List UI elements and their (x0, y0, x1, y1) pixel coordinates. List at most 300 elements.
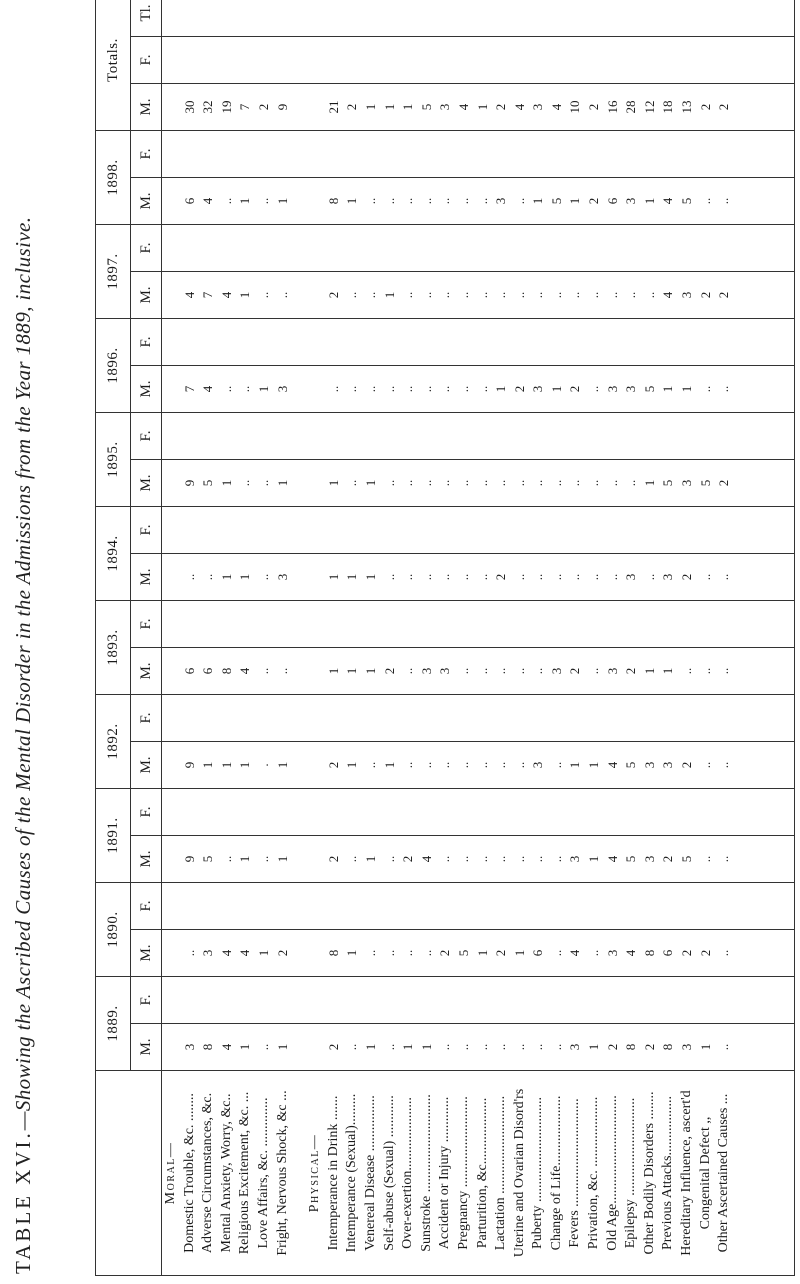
table-cell (218, 601, 237, 647)
table-cell: 6 (530, 949, 546, 957)
year-m-column (162, 836, 795, 883)
table-cell (255, 37, 274, 83)
cause-label: Fright, Nervous Shock, &c ... (274, 1090, 290, 1256)
year-header-1895: 1895. (96, 413, 131, 507)
table-cell: .. (604, 573, 620, 581)
table-cell (274, 319, 293, 365)
table-cell (218, 507, 237, 553)
table-cell (418, 319, 437, 365)
table-cell: 2 (381, 667, 397, 675)
table-cell: 1 (362, 855, 378, 863)
table-cell: .. (237, 385, 253, 393)
table-cell (492, 413, 511, 459)
table-cell: 28 (623, 100, 639, 114)
cause-label: Domestic Trouble, &c. ........ (181, 1093, 197, 1253)
table-cell (474, 789, 493, 835)
table-cell (325, 883, 344, 929)
table-cell (604, 131, 623, 177)
table-cell (529, 413, 548, 459)
table-cell: .. (511, 479, 527, 487)
table-cell: 4 (237, 949, 253, 957)
table-cell: .. (586, 479, 602, 487)
table-cell: 1 (474, 103, 490, 111)
table-cell (529, 601, 548, 647)
table-cell: 1 (381, 291, 397, 299)
sub-header-f: F. (131, 789, 162, 836)
table-cell: .. (437, 1043, 453, 1051)
year-f-column (162, 507, 795, 554)
table-cell (566, 883, 585, 929)
table-cell (255, 601, 274, 647)
table-cell: 6 (660, 949, 676, 957)
table-cell (548, 413, 567, 459)
table-cell (511, 507, 530, 553)
table-cell: 2 (604, 1043, 620, 1051)
table-cell (641, 0, 660, 36)
table-cell: .. (255, 1043, 271, 1051)
table-cell (492, 695, 511, 741)
table-cell: .. (381, 949, 397, 957)
table-cell: 3 (530, 761, 546, 769)
table-cell: 1 (548, 385, 564, 393)
table-cell (715, 695, 734, 741)
table-cell: 3 (567, 855, 583, 863)
table-cell (274, 977, 293, 1023)
table-cell (325, 131, 344, 177)
table-cell: .. (455, 573, 471, 581)
table-cell (604, 37, 623, 83)
year-header-1892: 1892. (96, 695, 131, 789)
table-cell: 5 (548, 197, 564, 205)
table-cell: .. (586, 385, 602, 393)
table-cell (566, 695, 585, 741)
table-cell (418, 695, 437, 741)
table-cell: 3 (274, 385, 290, 393)
table-cell (255, 319, 274, 365)
table-cell: 4 (218, 949, 234, 957)
sub-header-f: F. (131, 601, 162, 648)
table-cell: 4 (237, 667, 253, 675)
table-caption-text: —Showing the Ascribed Causes of the Mental Disorder in the Admissions from the Year 1889, inclusive. (11, 216, 35, 1131)
table-cell: 1 (474, 949, 490, 957)
table-cell: 1 (218, 573, 234, 581)
table-cell (218, 131, 237, 177)
table-cell: .. (344, 291, 360, 299)
table-cell: .. (362, 949, 378, 957)
table-cell (529, 883, 548, 929)
sub-header-m: M. (131, 1024, 162, 1071)
table-cell (548, 695, 567, 741)
table-cell (255, 883, 274, 929)
table-cell: .. (548, 855, 564, 863)
sub-header-m: M. (131, 366, 162, 413)
table-cell: 2 (586, 197, 602, 205)
sub-header-m: M. (131, 648, 162, 695)
table-cell (622, 37, 641, 83)
table-cell (399, 789, 418, 835)
table-cell (255, 0, 274, 36)
table-cell: .. (181, 949, 197, 957)
sub-header-f: F. (131, 319, 162, 366)
table-cell (199, 37, 218, 83)
table-cell (697, 225, 716, 271)
table-cell (436, 131, 455, 177)
table-cell (199, 883, 218, 929)
table-cell: .. (255, 291, 271, 299)
table-cell (181, 695, 200, 741)
table-cell (399, 507, 418, 553)
table-cell: 1 (641, 197, 657, 205)
table-cell (622, 883, 641, 929)
table-cell (362, 131, 381, 177)
table-cell: .. (418, 573, 434, 581)
table-cell (492, 977, 511, 1023)
table-cell (399, 977, 418, 1023)
table-cell: .. (530, 855, 546, 863)
table-cell (236, 789, 255, 835)
table-cell (274, 413, 293, 459)
table-cell: 1 (362, 103, 378, 111)
table-cell: .. (474, 479, 490, 487)
section-label-physical: Physical— (307, 1133, 323, 1213)
cause-label: Sunstroke ............................ (418, 1094, 434, 1252)
table-cell: 1 (660, 385, 676, 393)
table-cell: .. (381, 197, 397, 205)
table-cell: .. (381, 1043, 397, 1051)
table-cell (641, 319, 660, 365)
table-cell: 8 (325, 197, 341, 205)
table-cell (436, 0, 455, 36)
table-cell: 1 (325, 667, 341, 675)
table-cell (566, 601, 585, 647)
table-cell (678, 37, 697, 83)
table-cell: 2 (325, 1043, 341, 1051)
table-cell: .. (418, 291, 434, 299)
table-cell (604, 413, 623, 459)
table-cell: 2 (697, 291, 713, 299)
table-cell: .. (567, 291, 583, 299)
table-cell: .. (255, 573, 271, 581)
year-m-column (162, 178, 795, 225)
table-cell: 4 (218, 291, 234, 299)
table-cell (343, 37, 362, 83)
table-cell (418, 225, 437, 271)
table-cell: .. (716, 1043, 732, 1051)
table-cell: .. (716, 949, 732, 957)
cause-label: Lactation ............................ (493, 1095, 509, 1251)
table-cell: 2 (325, 761, 341, 769)
table-cell: 1 (325, 573, 341, 581)
table-cell: 2 (679, 573, 695, 581)
year-f-column (162, 977, 795, 1024)
table-cell: 4 (567, 949, 583, 957)
table-cell: 5 (660, 479, 676, 487)
table-cell (362, 37, 381, 83)
table-cell (622, 413, 641, 459)
table-cell: . (255, 763, 271, 767)
table-cell (218, 977, 237, 1023)
table-cell (181, 131, 200, 177)
table-cell: 1 (237, 855, 253, 863)
table-cell: .. (274, 291, 290, 299)
table-cell (641, 601, 660, 647)
table-cell (659, 225, 678, 271)
table-cell (455, 977, 474, 1023)
table-cell: 2 (586, 103, 602, 111)
table-cell: 1 (237, 197, 253, 205)
table-cell (399, 883, 418, 929)
table-cell (236, 601, 255, 647)
table-cell (566, 0, 585, 36)
table-cell: .. (200, 573, 216, 581)
table-cell (218, 789, 237, 835)
table-cell (604, 0, 623, 36)
table-cell (381, 883, 400, 929)
table-cell (697, 883, 716, 929)
table-cell (474, 0, 493, 36)
table-cell (492, 507, 511, 553)
table-cell: 1 (237, 1043, 253, 1051)
table-cell (641, 413, 660, 459)
table-cell (641, 789, 660, 835)
table-cell (362, 319, 381, 365)
table-cell (529, 507, 548, 553)
table-cell (585, 131, 604, 177)
table-cell (585, 977, 604, 1023)
table-cell (492, 131, 511, 177)
table-cell: .. (697, 197, 713, 205)
table-cell (566, 319, 585, 365)
table-cell: .. (511, 197, 527, 205)
sub-header-m: M. (131, 84, 162, 131)
table-cell: 30 (181, 100, 197, 114)
year-f-column (162, 131, 795, 178)
table-cell: .. (455, 761, 471, 769)
table-cell: 5 (418, 103, 434, 111)
table-cell: 9 (181, 761, 197, 769)
table-cell (255, 225, 274, 271)
sub-header-f: F. (131, 507, 162, 554)
table-cell: 1 (274, 855, 290, 863)
table-cell (381, 319, 400, 365)
table-cell (436, 601, 455, 647)
table-cell: 2 (697, 103, 713, 111)
table-cell: 1 (362, 667, 378, 675)
table-cell (199, 225, 218, 271)
table-cell: 6 (181, 667, 197, 675)
table-cell: 1 (362, 1043, 378, 1051)
table-cell (436, 695, 455, 741)
table-cell: .. (400, 479, 416, 487)
table-cell (343, 413, 362, 459)
year-f-column (162, 225, 795, 272)
table-cell (529, 789, 548, 835)
table-cell: .. (493, 855, 509, 863)
table-cell: 1 (344, 761, 360, 769)
table-cell (381, 507, 400, 553)
table-cell (492, 0, 511, 36)
table-cell: .. (455, 291, 471, 299)
table-cell (455, 883, 474, 929)
table-cell (418, 0, 437, 36)
table-cell (529, 319, 548, 365)
table-cell (436, 507, 455, 553)
year-m-column (162, 366, 795, 413)
cause-label: Pregnancy .......................... (455, 1096, 471, 1250)
table-cell (381, 695, 400, 741)
table-cell: 3 (604, 667, 620, 675)
table-cell (455, 695, 474, 741)
table-cell: 1 (381, 761, 397, 769)
table-cell: .. (381, 855, 397, 863)
table-cell: .. (218, 385, 234, 393)
table-cell (678, 319, 697, 365)
table-cell (455, 601, 474, 647)
year-f-column (162, 789, 795, 836)
sub-header-m: M. (131, 930, 162, 977)
totals-tl-column (162, 0, 795, 37)
table-cell: 3 (181, 1043, 197, 1051)
table-cell (399, 413, 418, 459)
table-cell: 1 (679, 385, 695, 393)
table-cell: 2 (679, 761, 695, 769)
table-cell (678, 789, 697, 835)
table-cell: .. (418, 949, 434, 957)
table-cell: 6 (200, 667, 216, 675)
table-cell: .. (697, 855, 713, 863)
table-cell: .. (716, 197, 732, 205)
table-cell (566, 225, 585, 271)
year-header-1897: 1897. (96, 225, 131, 319)
table-cell (529, 977, 548, 1023)
table-cell (181, 507, 200, 553)
table-cell: 2 (493, 573, 509, 581)
table-cell: .. (418, 761, 434, 769)
table-cell: 7 (237, 103, 253, 111)
table-cell (255, 695, 274, 741)
table-cell: .. (530, 479, 546, 487)
table-cell: .. (437, 197, 453, 205)
table-cell (548, 131, 567, 177)
table-cell: .. (586, 291, 602, 299)
table-cell (566, 131, 585, 177)
table-cell: .. (697, 667, 713, 675)
table-cell (399, 695, 418, 741)
table-cell: 8 (200, 1043, 216, 1051)
table-cell (343, 695, 362, 741)
table-cell: 4 (660, 197, 676, 205)
cause-label: Venereal Disease ................ (362, 1095, 378, 1251)
table-cell (474, 601, 493, 647)
table-cell: 4 (548, 103, 564, 111)
table-cell: 2 (697, 949, 713, 957)
table-cell: .. (530, 573, 546, 581)
table-cell (436, 789, 455, 835)
table-cell: .. (511, 291, 527, 299)
table-cell: 1 (344, 573, 360, 581)
table-cell (381, 37, 400, 83)
table-cell (585, 0, 604, 36)
table-cell (715, 977, 734, 1023)
table-cell: 1 (567, 761, 583, 769)
table-cell: 8 (623, 1043, 639, 1051)
table-cell: 2 (493, 949, 509, 957)
table-cell (236, 319, 255, 365)
table-cell (585, 695, 604, 741)
table-cell (659, 0, 678, 36)
table-cell: 3 (604, 949, 620, 957)
cause-label: Old Age............................... (604, 1095, 620, 1251)
table-cell (678, 601, 697, 647)
table-cell: .. (437, 385, 453, 393)
table-cell: 1 (274, 761, 290, 769)
table-cell: .. (418, 479, 434, 487)
table-cell (697, 695, 716, 741)
table-cell: 2 (493, 103, 509, 111)
year-header-1898: 1898. (96, 131, 131, 225)
table-cell (529, 695, 548, 741)
table-cell (181, 789, 200, 835)
sub-header-m: M. (131, 272, 162, 319)
table-cell: .. (400, 573, 416, 581)
table-cell: .. (493, 479, 509, 487)
table-cell: .. (697, 573, 713, 581)
table-cell: 5 (200, 855, 216, 863)
table-cell (511, 601, 530, 647)
section-label-moral: Moral— (163, 1141, 178, 1205)
table-cell (659, 977, 678, 1023)
table-cell (529, 37, 548, 83)
table-cell (255, 789, 274, 835)
table-cell: .. (455, 667, 471, 675)
table-cell (325, 225, 344, 271)
table-cell (697, 507, 716, 553)
cause-label: Uterine and Ovarian Disord'rs (511, 1088, 527, 1258)
table-cell (236, 225, 255, 271)
table-cell: .. (325, 385, 341, 393)
table-cell (325, 977, 344, 1023)
table-number: TABLE XVI. (11, 1130, 35, 1274)
table-cell (399, 601, 418, 647)
table-cell: .. (697, 761, 713, 769)
table-cell: 2 (274, 949, 290, 957)
causes-header (96, 1071, 162, 1276)
table-cell: 3 (548, 667, 564, 675)
cause-label: Intemperance in Drink ....... (325, 1095, 341, 1251)
table-cell (474, 883, 493, 929)
table-cell (566, 413, 585, 459)
table-cell (659, 131, 678, 177)
table-cell (697, 37, 716, 83)
table-cell: 2 (641, 1043, 657, 1051)
table-cell (641, 883, 660, 929)
table-cell (585, 883, 604, 929)
table-cell (697, 413, 716, 459)
cause-label: Religious Excitement, &c. ... (237, 1091, 253, 1255)
table-cell: 21 (325, 100, 341, 114)
table-cell (641, 37, 660, 83)
sub-header-f: F. (131, 413, 162, 460)
table-cell (199, 319, 218, 365)
totals-header: Totals. (96, 0, 131, 131)
table-cell (697, 319, 716, 365)
year-f-column (162, 601, 795, 648)
table-cell: 1 (255, 949, 271, 957)
table-cell (362, 413, 381, 459)
table-cell: 1 (325, 479, 341, 487)
table-cell: 4 (200, 197, 216, 205)
table-cell (566, 789, 585, 835)
